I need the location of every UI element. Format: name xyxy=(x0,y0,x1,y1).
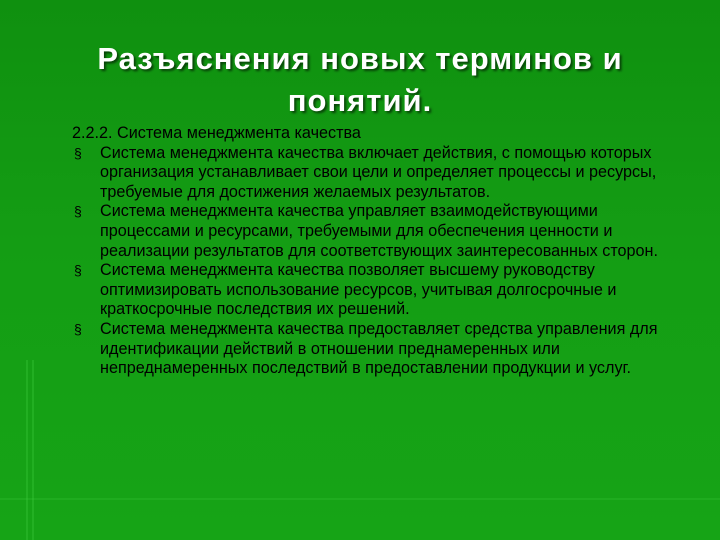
section-sign-icon: § xyxy=(74,144,82,161)
list-item xyxy=(72,202,692,261)
decorative-stripe xyxy=(32,360,34,540)
decorative-stripe xyxy=(0,498,720,500)
slide-body xyxy=(72,124,692,379)
section-heading: 2.2.2. Система менеджмента качества xyxy=(72,124,361,142)
slide-title-line-1: Разъяснения новых терминов и xyxy=(97,41,623,76)
decorative-stripe xyxy=(26,360,28,540)
slide-title-line-2: понятий. xyxy=(287,83,433,118)
section-sign-icon: § xyxy=(74,203,82,220)
list-item-text: Система менеджмента качества включает действия, с помощью которых организация устанавливает свои цели и определяет процессы и ресурсы, требуемые для достижения желаемых результатов. xyxy=(100,143,657,201)
list-item-text: Система менеджмента качества позволяет высшему руководству оптимизировать использование ресурсов, учитывая долгосрочные и краткосрочные последствия их решений. xyxy=(100,261,617,319)
list-item-text: Система менеджмента качества управляет взаимодействующими процессами и ресурсами, требуемыми для обеспечения ценности и реализации результатов для соответствующих заинтересованных сторон. xyxy=(100,202,658,260)
list-item xyxy=(72,320,692,379)
list-item xyxy=(72,261,692,320)
list-item xyxy=(72,144,692,203)
bullet-list xyxy=(72,144,692,379)
slide-title xyxy=(40,38,680,122)
section-sign-icon: § xyxy=(74,320,82,337)
section-sign-icon: § xyxy=(74,262,82,279)
list-item-text: Система менеджмента качества предоставляет средства управления для идентификации действий в отношении преднамеренных или непреднамеренных последствий в предоставлении продукции и услуг. xyxy=(100,319,658,378)
